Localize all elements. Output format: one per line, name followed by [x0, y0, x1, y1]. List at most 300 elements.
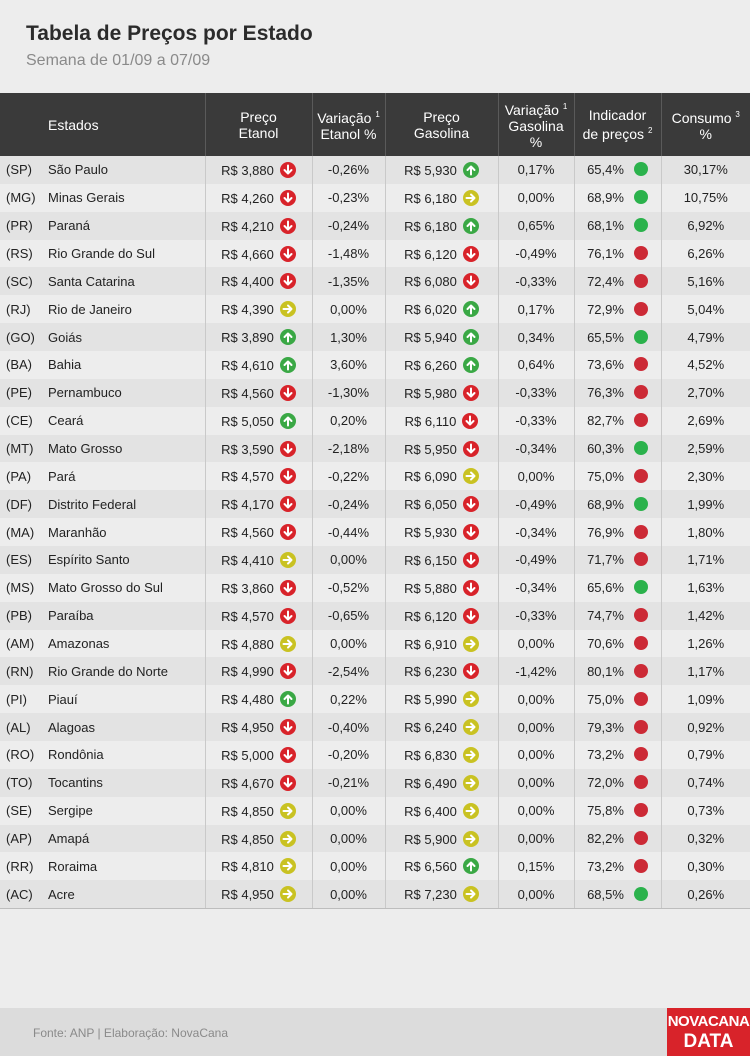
- state-cell: [0, 184, 205, 212]
- gasolina-variation: 0,00%: [498, 630, 574, 658]
- state-cell: [0, 713, 205, 741]
- page-title: Tabela de Preços por Estado: [26, 22, 313, 45]
- arrow-down-icon: [280, 468, 296, 484]
- indicator-value: 76,3%: [587, 385, 624, 401]
- etanol-variation: 3,60%: [312, 351, 385, 379]
- consumption-value: 1,80%: [687, 524, 725, 540]
- gasolina-price: R$ 6,120: [404, 608, 457, 624]
- gasolina-variation: 0,65%: [498, 212, 574, 240]
- indicator-value: 73,2%: [587, 858, 624, 874]
- etanol-price: R$ 4,170: [221, 497, 274, 513]
- table-row: [0, 156, 750, 184]
- state-code: (PA): [6, 468, 32, 484]
- gasolina-price: R$ 6,050: [404, 497, 457, 513]
- arrow-down-icon: [280, 747, 296, 763]
- state-cell: [0, 295, 205, 323]
- arrow-right-icon: [463, 691, 479, 707]
- table-row: [0, 825, 750, 853]
- indicator-value: 73,2%: [587, 747, 624, 763]
- arrow-down-icon: [280, 663, 296, 679]
- arrow-down-icon: [463, 385, 479, 401]
- arrow-down-icon: [463, 552, 479, 568]
- table-row: [0, 546, 750, 574]
- etanol-price-cell: [205, 825, 312, 853]
- state-code: (SE): [6, 803, 32, 819]
- etanol-price: R$ 4,560: [221, 385, 274, 401]
- etanol-variation: -1,48%: [312, 240, 385, 268]
- state-code: (MA): [6, 524, 35, 540]
- state-code: (RN): [6, 663, 34, 679]
- indicator-cell: [574, 240, 661, 268]
- indicator-cell: [574, 435, 661, 463]
- etanol-price: R$ 5,000: [221, 747, 274, 763]
- arrow-up-icon: [463, 858, 479, 874]
- gasolina-price-cell: [385, 323, 498, 351]
- arrow-down-icon: [280, 273, 296, 289]
- green-dot-icon: [634, 441, 648, 455]
- arrow-down-icon: [463, 608, 479, 624]
- gasolina-price-cell: [385, 518, 498, 546]
- arrow-up-icon: [463, 218, 479, 234]
- consumption-value: 1,17%: [687, 663, 725, 679]
- state-code: (PE): [6, 385, 32, 401]
- indicator-value: 70,6%: [587, 636, 624, 652]
- state-name: Rio Grande do Sul: [48, 246, 155, 261]
- green-dot-icon: [634, 162, 648, 176]
- gasolina-price-cell: [385, 351, 498, 379]
- state-code: (BA): [6, 357, 32, 373]
- consumption-value: 1,42%: [687, 608, 725, 624]
- header-variacao-etanol: Variação $^1$ Etanol %: [312, 93, 385, 156]
- gasolina-variation: -0,33%: [498, 602, 574, 630]
- indicator-value: 60,3%: [587, 441, 624, 457]
- state-cell: [0, 156, 205, 184]
- state-name: Piauí: [48, 691, 78, 707]
- state-name: Tocantins: [48, 775, 103, 791]
- etanol-price: R$ 4,400: [221, 274, 274, 290]
- header-preco-gasolina: Preço Gasolina: [385, 93, 498, 156]
- gasolina-price: R$ 6,490: [404, 775, 457, 791]
- consumption-value: 0,74%: [687, 775, 725, 791]
- etanol-price-cell: [205, 797, 312, 825]
- red-dot-icon: [634, 552, 648, 566]
- green-dot-icon: [634, 190, 648, 204]
- state-name: São Paulo: [48, 162, 108, 178]
- indicator-value: 82,7%: [587, 413, 624, 429]
- etanol-variation: -0,40%: [312, 713, 385, 741]
- state-cell: [0, 351, 205, 379]
- gasolina-price: R$ 5,880: [404, 580, 457, 596]
- arrow-down-icon: [463, 663, 479, 679]
- etanol-price: R$ 4,390: [221, 302, 274, 318]
- state-cell: [0, 490, 205, 518]
- indicator-cell: [574, 184, 661, 212]
- state-name: Santa Catarina: [48, 273, 135, 289]
- header-variacao-gasolina: Variação $^1$ Gasolina %: [498, 93, 574, 156]
- arrow-right-icon: [280, 858, 296, 874]
- consumption-value: 2,69%: [687, 413, 725, 429]
- etanol-price-cell: [205, 351, 312, 379]
- table-row: [0, 713, 750, 741]
- etanol-price-cell: [205, 713, 312, 741]
- indicator-cell: [574, 880, 661, 908]
- state-code: (MT): [6, 441, 34, 457]
- etanol-price-cell: [205, 156, 312, 184]
- table-row: [0, 407, 750, 435]
- indicator-cell: [574, 825, 661, 853]
- indicator-cell: [574, 462, 661, 490]
- etanol-variation: -2,54%: [312, 657, 385, 685]
- table-row: [0, 657, 750, 685]
- gasolina-price-cell: [385, 685, 498, 713]
- etanol-variation: -2,18%: [312, 435, 385, 463]
- etanol-price: R$ 4,260: [221, 190, 274, 206]
- etanol-variation: -0,52%: [312, 574, 385, 602]
- gasolina-price-cell: [385, 267, 498, 295]
- etanol-price-cell: [205, 574, 312, 602]
- consumption-value: 0,73%: [687, 803, 725, 819]
- gasolina-price: R$ 5,940: [404, 330, 457, 346]
- etanol-variation: -0,65%: [312, 602, 385, 630]
- source-note: Fonte: ANP | Elaboração: NovaCana: [33, 1026, 229, 1040]
- gasolina-price-cell: [385, 546, 498, 574]
- etanol-price-cell: [205, 518, 312, 546]
- indicator-value: 65,5%: [587, 329, 624, 345]
- etanol-variation: -0,20%: [312, 741, 385, 769]
- consumption-value: 6,26%: [687, 246, 725, 261]
- indicator-cell: [574, 741, 661, 769]
- consumption-value: 1,09%: [687, 691, 725, 707]
- state-cell: [0, 462, 205, 490]
- indicator-value: 74,7%: [587, 608, 624, 624]
- indicator-value: 76,9%: [587, 524, 624, 540]
- page-subtitle: Semana de 01/09 a 07/09: [26, 52, 211, 69]
- gasolina-price-cell: [385, 657, 498, 685]
- state-cell: [0, 574, 205, 602]
- arrow-right-icon: [463, 468, 479, 484]
- gasolina-price-cell: [385, 462, 498, 490]
- gasolina-price: R$ 6,090: [404, 469, 457, 485]
- green-dot-icon: [634, 218, 648, 232]
- indicator-cell: [574, 852, 661, 880]
- table-row: [0, 490, 750, 518]
- arrow-down-icon: [280, 608, 296, 624]
- indicator-cell: [574, 574, 661, 602]
- arrow-down-icon: [280, 246, 296, 262]
- etanol-variation: -0,24%: [312, 212, 385, 240]
- gasolina-variation: 0,34%: [498, 323, 574, 351]
- indicator-value: 76,1%: [587, 246, 624, 261]
- state-cell: [0, 518, 205, 546]
- table-row: [0, 462, 750, 490]
- state-cell: [0, 825, 205, 853]
- table-row: [0, 574, 750, 602]
- gasolina-price: R$ 5,930: [404, 162, 457, 178]
- gasolina-price-cell: [385, 797, 498, 825]
- state-code: (MS): [6, 580, 35, 596]
- gasolina-variation: -1,42%: [498, 657, 574, 685]
- gasolina-price-cell: [385, 407, 498, 435]
- gasolina-variation: 0,00%: [498, 880, 574, 908]
- gasolina-price: R$ 6,830: [404, 747, 457, 763]
- etanol-variation: -0,23%: [312, 184, 385, 212]
- etanol-price: R$ 4,660: [221, 246, 274, 262]
- table-row: [0, 685, 750, 713]
- gasolina-variation: -0,49%: [498, 240, 574, 268]
- indicator-cell: [574, 295, 661, 323]
- indicator-cell: [574, 490, 661, 518]
- state-code: (RS): [6, 246, 33, 261]
- indicator-value: 68,5%: [587, 886, 624, 902]
- consumption-value: 4,79%: [687, 329, 725, 345]
- etanol-variation: 0,00%: [312, 630, 385, 658]
- arrow-down-icon: [463, 524, 479, 540]
- table-row: [0, 602, 750, 630]
- red-dot-icon: [634, 413, 648, 427]
- indicator-cell: [574, 156, 661, 184]
- indicator-value: 72,4%: [587, 273, 624, 289]
- state-code: (PR): [6, 218, 33, 234]
- arrow-down-icon: [463, 496, 479, 512]
- gasolina-variation: -0,34%: [498, 574, 574, 602]
- indicator-value: 68,9%: [587, 496, 624, 512]
- gasolina-variation: 0,00%: [498, 797, 574, 825]
- arrow-up-icon: [463, 301, 479, 317]
- red-dot-icon: [634, 385, 648, 399]
- state-name: Rio Grande do Norte: [48, 663, 168, 679]
- etanol-variation: 0,00%: [312, 295, 385, 323]
- arrow-down-icon: [280, 580, 296, 596]
- gasolina-price: R$ 6,400: [404, 803, 457, 819]
- indicator-cell: [574, 212, 661, 240]
- state-name: Paraná: [48, 218, 90, 234]
- indicator-value: 68,9%: [587, 190, 624, 206]
- red-dot-icon: [634, 803, 648, 817]
- gasolina-price: R$ 5,990: [404, 692, 457, 708]
- red-dot-icon: [634, 831, 648, 845]
- table-row: [0, 435, 750, 463]
- gasolina-price-cell: [385, 435, 498, 463]
- red-dot-icon: [634, 302, 648, 316]
- table-row: [0, 212, 750, 240]
- etanol-price: R$ 4,990: [221, 664, 274, 680]
- arrow-right-icon: [280, 886, 296, 902]
- arrow-right-icon: [280, 831, 296, 847]
- state-name: Minas Gerais: [48, 190, 125, 206]
- indicator-value: 71,7%: [587, 552, 624, 568]
- state-name: Sergipe: [48, 803, 93, 819]
- header-preco-etanol: Preço Etanol: [205, 93, 312, 156]
- state-code: (TO): [6, 775, 33, 791]
- red-dot-icon: [634, 636, 648, 650]
- arrow-down-icon: [280, 719, 296, 735]
- state-name: Amapá: [48, 831, 90, 847]
- indicator-cell: [574, 685, 661, 713]
- state-code: (RO): [6, 747, 35, 763]
- etanol-variation: -0,44%: [312, 518, 385, 546]
- gasolina-price-cell: [385, 379, 498, 407]
- gasolina-price-cell: [385, 880, 498, 908]
- red-dot-icon: [634, 692, 648, 706]
- table-row: [0, 797, 750, 825]
- consumption-value: 1,99%: [687, 496, 725, 512]
- etanol-price: R$ 4,810: [221, 859, 274, 875]
- table-row: [0, 880, 750, 908]
- state-cell: [0, 435, 205, 463]
- state-cell: [0, 407, 205, 435]
- state-name: Mato Grosso: [48, 441, 123, 457]
- gasolina-variation: 0,00%: [498, 825, 574, 853]
- etanol-price-cell: [205, 546, 312, 574]
- state-name: Acre: [48, 886, 75, 902]
- etanol-price-cell: [205, 741, 312, 769]
- etanol-variation: -0,21%: [312, 769, 385, 797]
- etanol-price: R$ 5,050: [221, 413, 274, 429]
- gasolina-price: R$ 6,560: [404, 859, 457, 875]
- etanol-price: R$ 3,890: [221, 330, 274, 346]
- arrow-down-icon: [280, 385, 296, 401]
- state-code: (SP): [6, 162, 32, 178]
- gasolina-price-cell: [385, 156, 498, 184]
- state-cell: [0, 769, 205, 797]
- state-name: Mato Grosso do Sul: [48, 580, 163, 596]
- etanol-price: R$ 3,880: [221, 162, 274, 178]
- state-code: (PI): [6, 691, 27, 707]
- gasolina-price-cell: [385, 825, 498, 853]
- arrow-down-icon: [280, 190, 296, 206]
- consumption-value: 2,30%: [687, 468, 725, 484]
- etanol-price-cell: [205, 323, 312, 351]
- indicator-value: 72,9%: [587, 301, 624, 317]
- state-code: (SC): [6, 273, 33, 289]
- gasolina-price-cell: [385, 852, 498, 880]
- table-row: [0, 240, 750, 268]
- indicator-value: 73,6%: [587, 357, 624, 373]
- table-row: [0, 184, 750, 212]
- etanol-price: R$ 4,410: [221, 552, 274, 568]
- arrow-right-icon: [463, 775, 479, 791]
- state-code: (RJ): [6, 301, 31, 317]
- consumption-value: 4,52%: [687, 357, 725, 373]
- arrow-right-icon: [463, 831, 479, 847]
- state-cell: [0, 797, 205, 825]
- header-estados: Estados: [0, 93, 205, 156]
- state-name: Distrito Federal: [48, 496, 137, 512]
- arrow-down-icon: [280, 524, 296, 540]
- consumption-value: 5,04%: [687, 301, 725, 317]
- gasolina-price: R$ 5,980: [404, 385, 457, 401]
- table-row: [0, 351, 750, 379]
- state-code: (GO): [6, 329, 35, 345]
- table-row: [0, 852, 750, 880]
- etanol-price-cell: [205, 379, 312, 407]
- state-cell: [0, 630, 205, 658]
- price-table: [0, 93, 750, 909]
- gasolina-price: R$ 6,180: [404, 218, 457, 234]
- arrow-right-icon: [463, 719, 479, 735]
- etanol-price: R$ 3,860: [221, 580, 274, 596]
- etanol-variation: 0,00%: [312, 546, 385, 574]
- gasolina-price-cell: [385, 741, 498, 769]
- red-dot-icon: [634, 747, 648, 761]
- state-cell: [0, 323, 205, 351]
- state-name: Amazonas: [48, 636, 110, 652]
- consumption-value: 0,79%: [687, 747, 725, 763]
- arrow-down-icon: [463, 441, 479, 457]
- consumption-value: 10,75%: [683, 190, 728, 206]
- gasolina-variation: 0,15%: [498, 852, 574, 880]
- gasolina-price-cell: [385, 184, 498, 212]
- state-code: (MG): [6, 190, 36, 206]
- footer: [0, 1008, 750, 1056]
- etanol-price: R$ 4,670: [221, 775, 274, 791]
- etanol-price: R$ 4,210: [221, 218, 274, 234]
- red-dot-icon: [634, 469, 648, 483]
- state-name: Ceará: [48, 413, 84, 429]
- etanol-variation: -0,24%: [312, 490, 385, 518]
- indicator-cell: [574, 657, 661, 685]
- state-cell: [0, 267, 205, 295]
- gasolina-price-cell: [385, 713, 498, 741]
- consumption-value: 0,26%: [661, 880, 750, 908]
- gasolina-price: R$ 5,930: [404, 525, 457, 541]
- green-dot-icon: [634, 330, 648, 344]
- etanol-price-cell: [205, 435, 312, 463]
- indicator-value: 80,1%: [587, 663, 624, 679]
- etanol-variation: -0,26%: [312, 156, 385, 184]
- gasolina-variation: -0,49%: [498, 490, 574, 518]
- indicator-cell: [574, 379, 661, 407]
- etanol-price-cell: [205, 212, 312, 240]
- state-name: Pernambuco: [48, 385, 122, 401]
- arrow-down-icon: [280, 218, 296, 234]
- header-consumo: Consumo $^3$ %: [671, 110, 740, 142]
- arrow-down-icon: [463, 246, 479, 262]
- etanol-variation: 0,20%: [312, 407, 385, 435]
- gasolina-price-cell: [385, 769, 498, 797]
- arrow-down-icon: [280, 441, 296, 457]
- indicator-value: 65,6%: [587, 580, 624, 596]
- gasolina-price-cell: [385, 490, 498, 518]
- table-row: [0, 769, 750, 797]
- arrow-up-icon: [280, 413, 296, 429]
- table-row: [0, 741, 750, 769]
- consumption-value: 2,70%: [687, 385, 725, 401]
- indicator-cell: [574, 602, 661, 630]
- state-name: Goiás: [48, 329, 82, 345]
- state-name: Bahia: [48, 357, 82, 373]
- indicator-value: 75,8%: [587, 803, 624, 819]
- red-dot-icon: [634, 859, 648, 873]
- consumption-value: 1,71%: [687, 552, 725, 568]
- state-name: Rondônia: [48, 747, 104, 763]
- etanol-price-cell: [205, 880, 312, 908]
- red-dot-icon: [634, 775, 648, 789]
- arrow-up-icon: [280, 329, 296, 345]
- red-dot-icon: [634, 608, 648, 622]
- green-dot-icon: [634, 887, 648, 901]
- etanol-variation: 0,00%: [312, 825, 385, 853]
- gasolina-variation: 0,17%: [498, 295, 574, 323]
- table-header: [0, 93, 750, 156]
- etanol-price-cell: [205, 685, 312, 713]
- state-cell: [0, 741, 205, 769]
- red-dot-icon: [634, 274, 648, 288]
- indicator-value: 68,1%: [587, 218, 624, 234]
- gasolina-variation: 0,00%: [498, 685, 574, 713]
- consumption-value: 6,92%: [687, 218, 725, 234]
- gasolina-price-cell: [385, 295, 498, 323]
